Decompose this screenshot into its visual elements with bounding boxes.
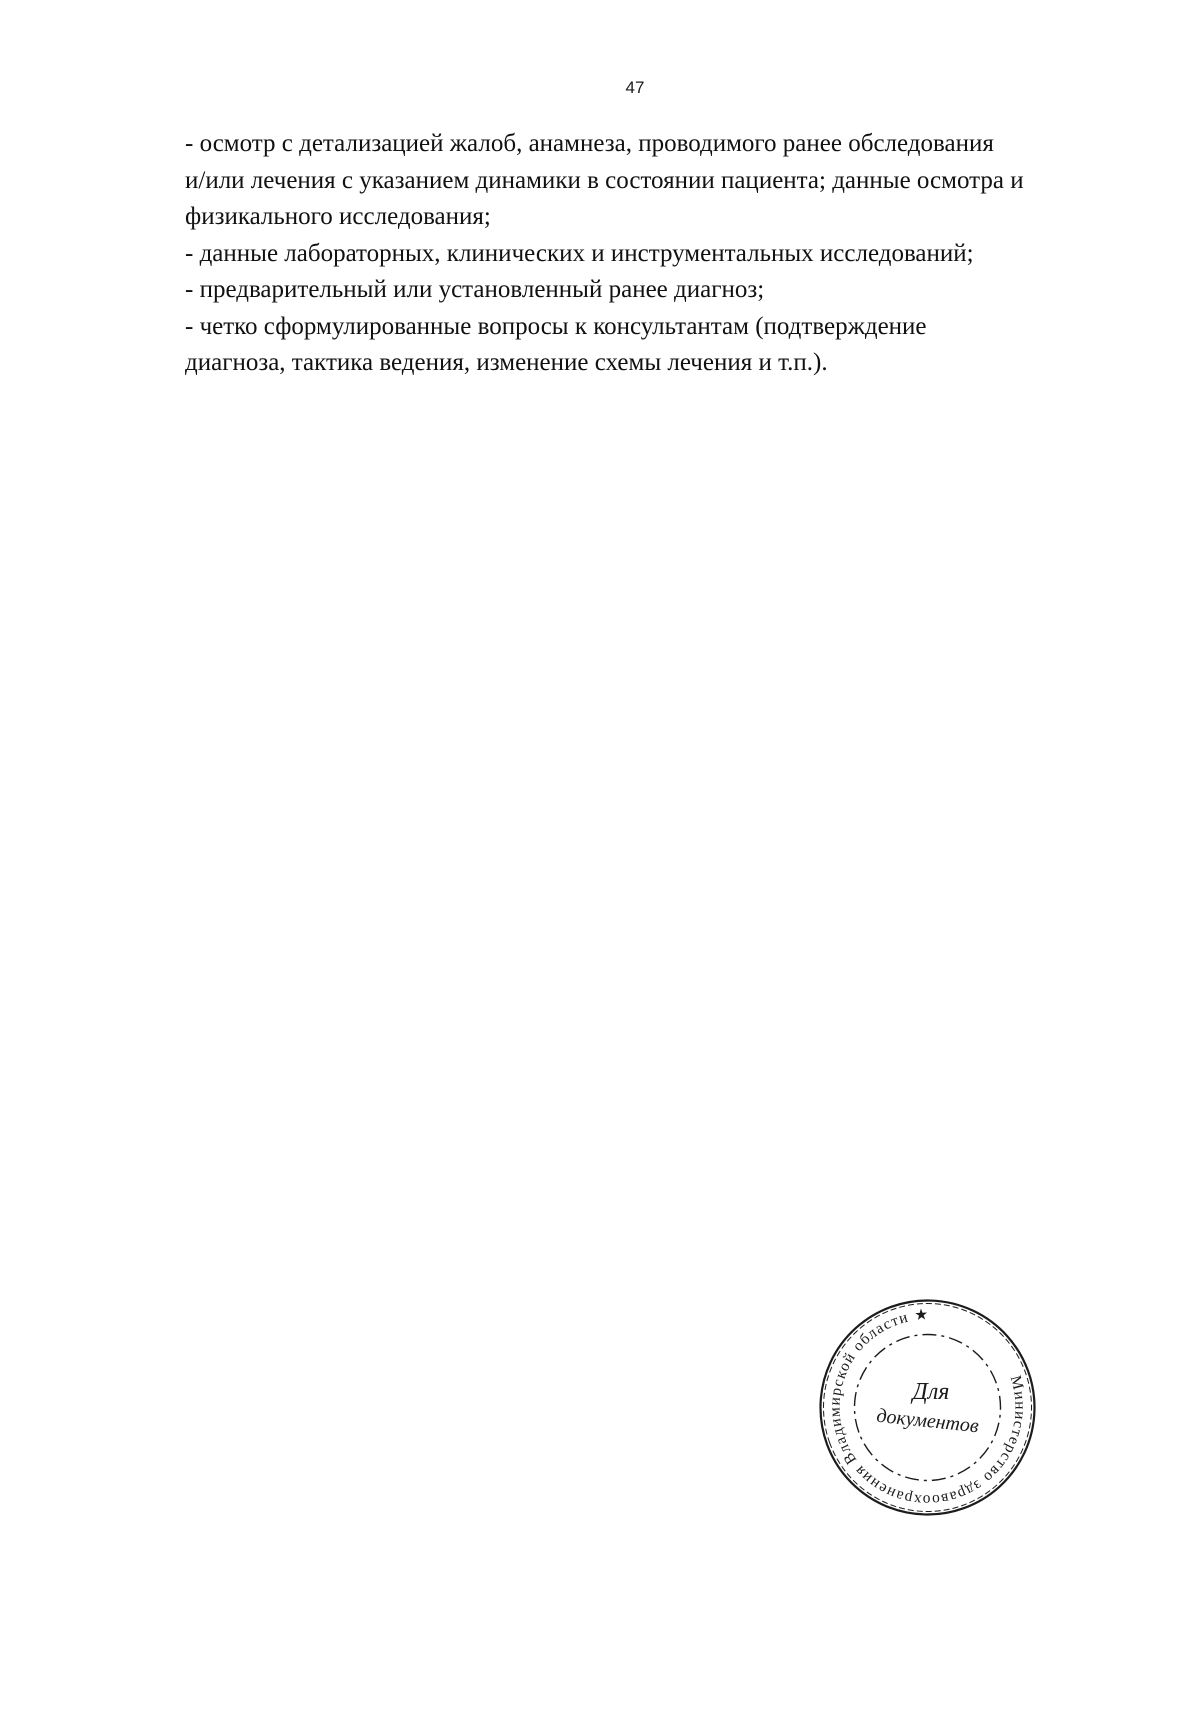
page-number: 47: [625, 78, 645, 97]
text-line: физикального исследования;: [185, 203, 491, 230]
text-line: - предварительный или установленный ранее диагноз;: [185, 276, 765, 303]
stamp-ring-text: Министерство здравоохранения Владимирской области ★: [826, 1306, 1029, 1509]
text-line: диагноза, тактика ведения, изменение схемы лечения и т.п.).: [185, 349, 828, 376]
stamp-outer-ring-inner: [815, 1295, 1040, 1520]
stamp-outer-ring: [815, 1295, 1040, 1520]
stamp-center-line-2: документов: [875, 1404, 980, 1438]
document-body: [185, 126, 1145, 382]
stamp-center-line-1: Для: [912, 1379, 950, 1405]
text-line: - четко сформулированные вопросы к консультантам (подтверждение: [185, 312, 927, 340]
official-stamp: [815, 1295, 1040, 1520]
text-line: - осмотр с детализацией жалоб, анамнеза, проводимого ранее обследования: [185, 130, 994, 157]
text-line: и/или лечения с указанием динамики в состоянии пациента; данные осмотра и: [185, 166, 1024, 194]
text-line: - данные лабораторных, клинических и инструментальных исследований;: [185, 239, 974, 267]
